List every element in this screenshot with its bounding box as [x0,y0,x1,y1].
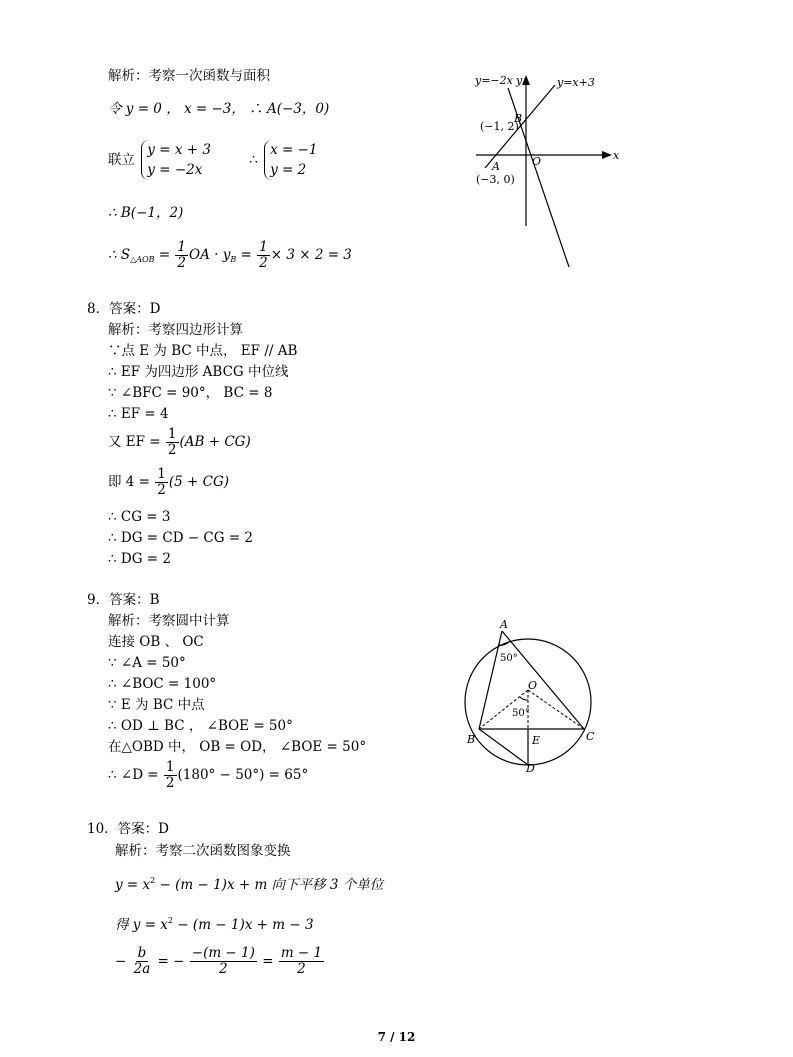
q7-line-set-y0-a: 令 y = 0 ， x = −3， ∴ A [108,101,277,117]
q10-line-2-a: y = x [115,877,151,893]
q10-line-2-sup: 2 [150,876,156,885]
q10-fraction-1: $\frac{b}{2a}$ [133,945,151,977]
label-point-a: A [492,160,500,173]
q10-answer: 10．答案：D [87,821,170,837]
q7-area-sub2: B [230,255,237,264]
label-point-b: B [514,112,523,125]
q7-area-oa: OA · y [189,247,231,263]
q8-line-6-b: (AB + CG) [179,434,251,450]
q10-line-3 [115,912,314,934]
label-angle-a: 50° [500,653,518,664]
q9-line-8 [108,760,308,791]
label-b: B [467,733,476,746]
label-e: E [532,734,541,747]
label-o: O [528,679,538,692]
q9-line-7: 在△OBD 中， OB = OD， ∠BOE = 50° [108,739,367,755]
q7-simultaneous-label: 联立 [108,152,135,168]
q10-eq-1: = − [157,953,185,970]
label-y-x-plus-3: y=x+3 [557,76,595,89]
q7-solution-y: y = 2 [270,162,307,178]
q7-system-solution [264,140,317,180]
q9-half-fraction: $\frac{1}{2}$ [165,759,175,791]
q7-line-set-y0-b: (−3，0) [276,101,330,117]
q8-line-4: ∵ ∠BFC = 90°， BC = 8 [108,385,273,401]
label-y-axis: y [516,74,523,87]
q8-line-7-a: 即 4 = [108,474,150,490]
q8-answer: 8．答案：D [87,301,161,317]
q7-system-eq1: y = x + 3 [147,142,211,158]
q7-area-eq: = [158,247,171,263]
q7-point-b: ∴ B(−1，2) [108,205,184,221]
q9-line-5: ∵ E 为 BC 中点 [108,697,205,713]
q8-line-6-a: 又 EF = [108,434,161,450]
q8-line-2: ∵点 E 为 BC 中点， EF // AB [108,343,298,359]
q9-line-8-b: (180° − 50°) = 65° [177,767,309,783]
q10-minus: − [115,953,127,970]
q7-half-fraction-2: $\frac{1}{2}$ [259,239,268,271]
q10-line-3-b: − (m − 1)x + m − 3 [173,917,314,933]
q8-half-fraction-2: $\frac{1}{2}$ [157,466,166,498]
q10-fraction-2: $\frac{-(m - 1)}{2}$ [191,945,255,977]
q10-line-3-sup: 2 [167,916,174,925]
q10-line-2-b: − (m − 1)x + m 向下平移 3 个单位 [155,877,384,893]
q8-line-9: ∴ DG = CD − CG = 2 [108,530,254,546]
q10-line-3-a: 得 y = x [115,917,168,933]
page-number: 7 / 12 [377,1030,416,1044]
q7-analysis: 解析：考察一次函数与面积 [108,68,270,84]
q8-line-6 [108,427,251,458]
y-axis-arrow [522,75,530,85]
x-axis-arrow [602,151,612,159]
q10-line-4 [115,946,325,977]
q7-solution-x: x = −1 [270,142,318,158]
q7-therefore: ∴ [249,152,258,168]
q7-system-eq2: y = −2x [147,162,203,178]
q8-half-fraction: $\frac{1}{2}$ [167,426,177,458]
q8-line-7-b: (5 + CG) [168,474,230,490]
q10-analysis: 解析：考察二次函数图象变换 [115,843,291,859]
q7-area-sub: △AOB [130,255,155,264]
q10-line-2 [115,872,383,894]
label-y-neg-2x: y=−2x [475,74,513,87]
label-point-b-coord: (−1, 2) [480,120,519,133]
q9-line-3: ∵ ∠A = 50° [108,655,186,671]
q9-line-8-a: ∴ ∠D = [108,767,159,783]
q8-line-5: ∴ EF = 4 [108,406,169,422]
q8-line-8: ∴ CG = 3 [108,509,171,525]
q7-system-equations [141,140,211,180]
q8-line-3: ∴ EF 为四边形 ABCG 中位线 [108,364,289,380]
label-d: D [526,762,535,774]
q9-line-4: ∴ ∠BOC = 100° [108,676,217,692]
q7-area-eq2: = [240,247,252,263]
q8-line-7 [108,467,229,498]
q9-circle-figure [458,612,604,774]
label-a: A [500,618,508,631]
label-c: C [586,730,595,743]
q7-line-set-y0 [108,100,329,118]
label-point-a-coord: (−3, 0) [476,173,515,186]
q10-fraction-3: $\frac{m - 1}{2}$ [280,945,323,977]
segment-ab [479,631,502,729]
q7-half-fraction: $\frac{1}{2}$ [177,239,187,271]
q7-area-result: × 3 × 2 = 3 [270,247,352,263]
q8-line-10: ∴ DG = 2 [108,551,171,567]
q7-area-s: ∴ S [108,247,131,263]
label-x-axis: x [613,149,620,162]
q10-eq-2: = [262,953,274,970]
q9-line-6: ∴ OD ⊥ BC ， ∠BOE = 50° [108,718,293,734]
angle-o-arc [520,697,528,700]
label-angle-o: 50° [512,708,530,719]
q8-analysis: 解析：考察四边形计算 [108,322,243,338]
q9-answer: 9．答案：B [87,592,160,608]
q7-function-graph [470,70,630,272]
q7-simultaneous [108,140,318,184]
q9-analysis: 解析：考察圆中计算 [108,613,230,629]
q9-line-2: 连接 OB 、 OC [108,634,204,650]
q7-area [108,240,352,271]
label-origin: O [532,155,542,168]
